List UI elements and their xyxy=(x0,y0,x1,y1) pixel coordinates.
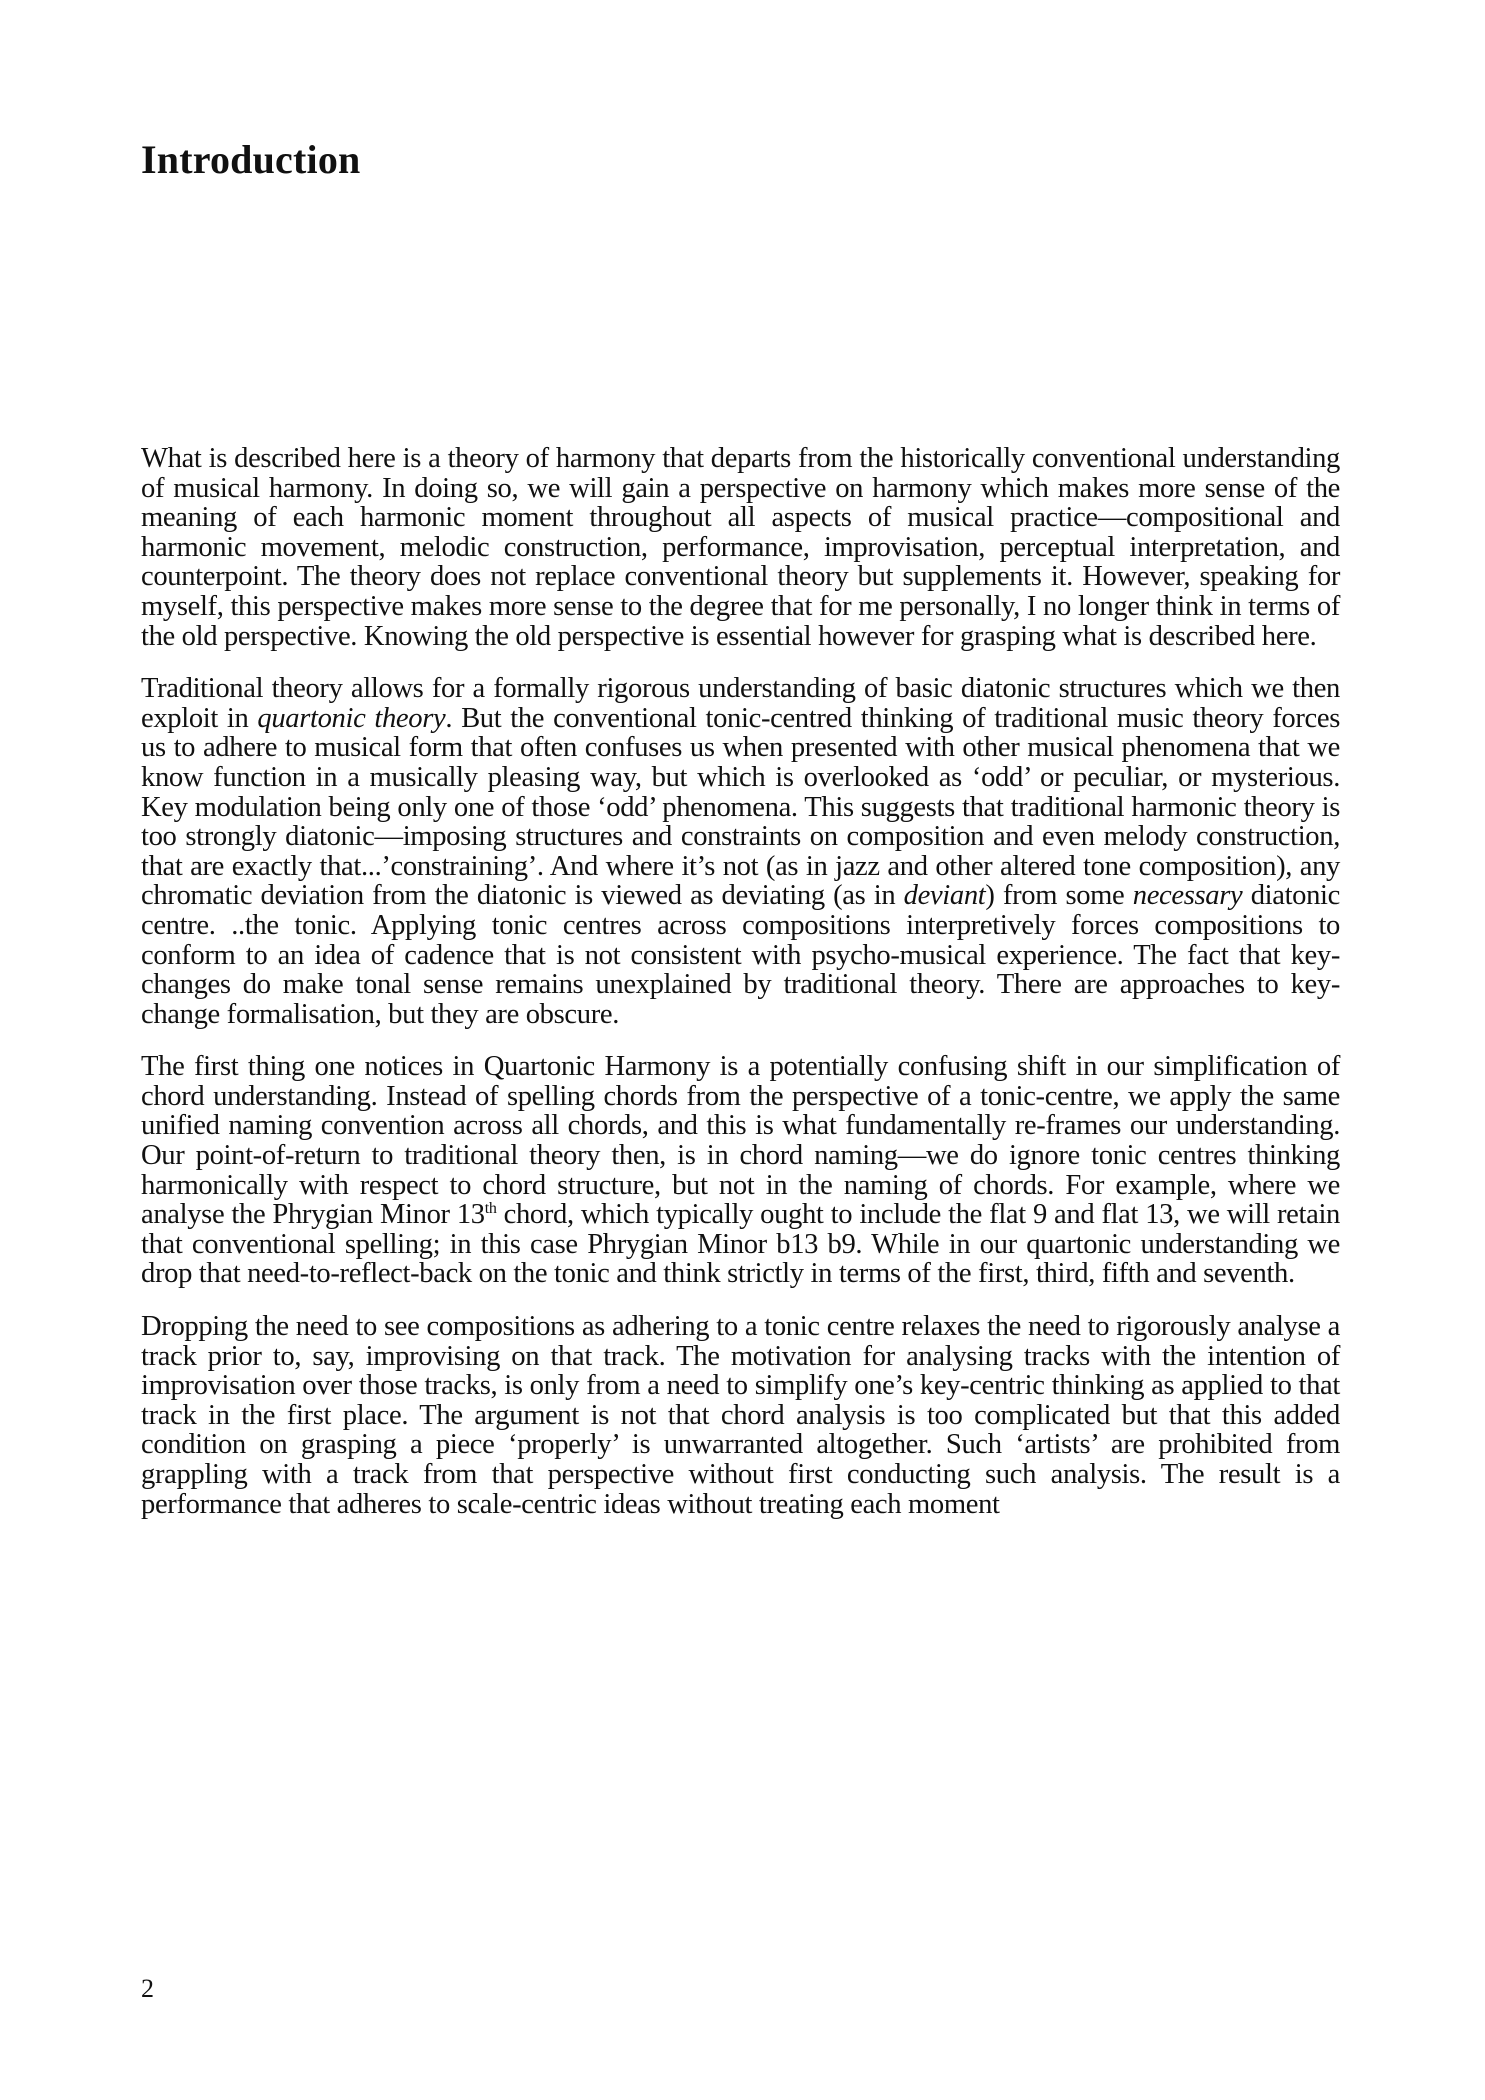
section-title: Introduction xyxy=(141,137,361,182)
paragraph-3 xyxy=(141,1052,1340,1289)
paragraph-text: Dropping the need to see compositions as adhering to a tonic centre relaxes the need to rigorously analyse a track prior to, say, improvising on that track. The motivation for analysing tracks with the intention of improvisation over those tracks, is only from a need to simplify one’s key-centric thinking as applied to that track in the first place. The argument is not that chord analysis is too complicated but that this added condition on grasping a piece ‘properly’ is unwarranted altogether. Such ‘artists’ are prohibited from grappling with a track from that perspective without first conducting such analysis. The result is a performance that adheres to scale-centric ideas without treating each moment xyxy=(141,1311,1340,1520)
page-number: 2 xyxy=(141,1974,154,2003)
body-text xyxy=(141,444,1340,1542)
paragraph-1 xyxy=(141,444,1340,651)
paragraph-text: diatonic centre. ..the tonic. Applying tonic centres across compositions interpretively forces compositions to conform to an idea of cadence that is not consistent with psycho-musical experience. The fact that key-changes do make tonal sense remains unexplained by traditional theory. There are approaches to key-change formalisation, but they are obscure. xyxy=(141,880,1340,1030)
paragraph-text: chord, which typically ought to include the flat 9 and flat 13, we will retain that conventional spelling; in this case Phrygian Minor b13 b9. While in our quartonic understanding we drop that need-to-reflect-back on the tonic and think strictly in terms of the first, third, fifth and seventh. xyxy=(141,1199,1340,1290)
paragraph-text: ) from some xyxy=(985,880,1133,912)
paragraph-text: Traditional theory allows for a formally rigorous understanding of basic diatonic structures which we then exploit in xyxy=(141,673,1340,734)
paragraph-text: What is described here is a theory of harmony that departs from the historically conventional understanding of musical harmony. In doing so, we will gain a perspective on harmony which makes more sense of the meaning of each harmonic moment throughout all aspects of musical practice—compositional and harmonic movement, melodic construction, performance, improvisation, perceptual interpretation, and counterpoint. The theory does not replace conventional theory but supplements it. However, speaking for myself, this perspective makes more sense to the degree that for me personally, I no longer think in terms of the old perspective. Knowing the old perspective is essential however for grasping what is described here. xyxy=(141,443,1340,652)
paragraph-2 xyxy=(141,674,1340,1029)
emphasis-quartonic-theory: quartonic theory xyxy=(257,702,446,734)
emphasis-necessary: necessary xyxy=(1132,880,1243,912)
superscript-th: th xyxy=(484,1200,497,1218)
paragraph-4 xyxy=(141,1312,1340,1519)
emphasis-deviant: deviant xyxy=(903,880,986,912)
paragraph-text: The first thing one notices in Quartonic Harmony is a potentially confusing shift in our simplification of chord understanding. Instead of spelling chords from the perspective of a tonic-centre, we apply the same unified naming convention across all chords, and this is what fundamentally re-frames our understanding. Our point-of-return to traditional theory then, is in chord naming—we do ignore tonic centres thinking harmonically with respect to chord structure, but not in the naming of chords. For example, where we analyse the Phrygian Minor 13 xyxy=(141,1051,1340,1231)
paragraph-text: . But the conventional tonic-centred thinking of traditional music theory forces us to adhere to musical form that often confuses us when presented with other musical phenomena that we know function in a musically pleasing way, but which is overlooked as ‘odd’ or peculiar, or mysterious. Key modulation being only one of those ‘odd’ phenomena. This suggests that traditional harmonic theory is too strongly diatonic—imposing structures and constraints on composition and even melody construction, that are exactly that...’constraining’. And where it’s not (as in jazz and other altered tone composition), any chromatic deviation from the diatonic is viewed as deviating (as in xyxy=(141,702,1340,912)
